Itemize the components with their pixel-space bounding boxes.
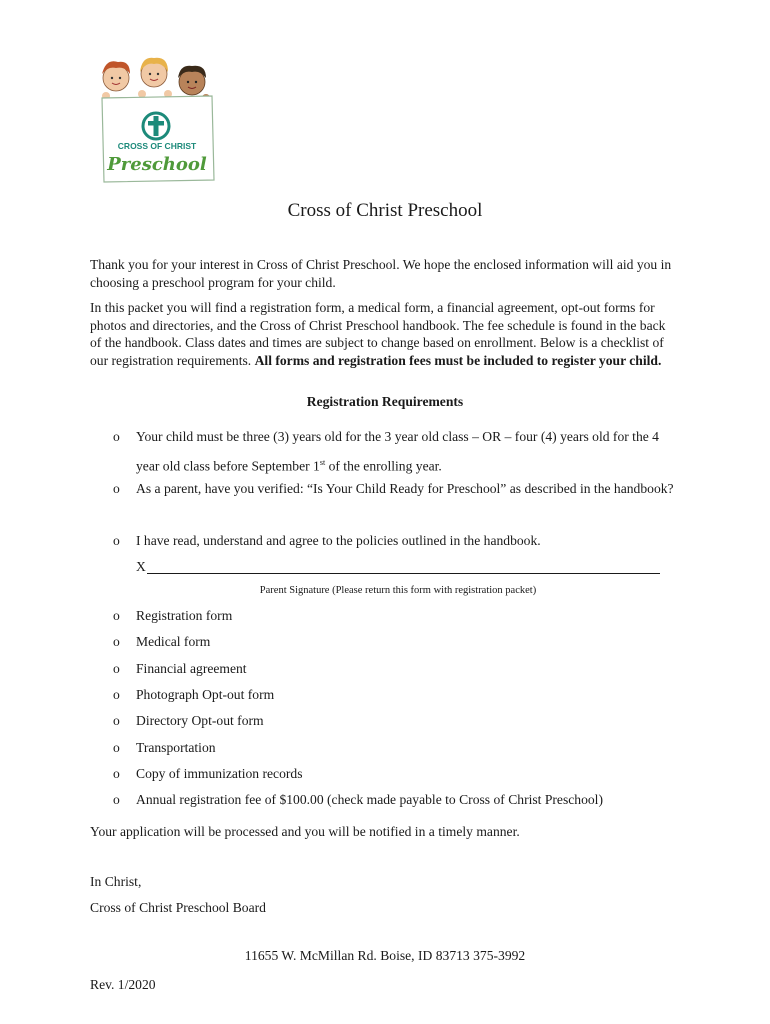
checklist-item[interactable]	[113, 712, 673, 732]
checkbox-bullet-icon: o	[113, 429, 120, 444]
logo-line2: Preschool	[107, 154, 207, 175]
checklist-item-label: Photograph Opt-out form	[136, 686, 275, 702]
requirement-text: I have read, understand and agree to the policies outlined in the handbook.	[136, 533, 541, 548]
requirement-age-sup: st	[319, 458, 326, 467]
checkbox-bullet-icon: o	[113, 481, 120, 496]
intro-paragraph-1: Thank you for your interest in Cross of Christ Preschool. We hope the enclosed information will aid you in choosing a preschool program for your child.	[90, 257, 672, 290]
parent-signature-line[interactable]	[136, 559, 660, 575]
requirement-item-ready	[113, 476, 673, 528]
checkbox-bullet-icon: o	[113, 713, 120, 729]
checklist-item-label: Directory Opt-out form	[136, 713, 264, 729]
checkbox-bullet-icon: o	[113, 634, 120, 650]
checkbox-bullet-icon: o	[113, 533, 120, 548]
checklist-item-label: Transportation	[136, 739, 216, 755]
requirement-item-age	[113, 424, 673, 476]
requirement-text: As a parent, have you verified: “Is Your Child Ready for Preschool” as described in the handbook?	[136, 481, 674, 496]
checkbox-bullet-icon: o	[113, 765, 120, 781]
requirement-text	[136, 424, 681, 480]
signature-caption: Parent Signature (Please return this form with registration packet)	[259, 585, 537, 596]
children-illustration	[102, 58, 210, 102]
requirement-age-text: Your child must be three (3) years old for the 3 year old class – OR – four (4) years old for the 4 year old class before September 1	[136, 429, 659, 474]
checklist-item[interactable]	[113, 607, 673, 627]
checklist-item[interactable]	[113, 633, 673, 653]
intro-paragraph-2-bold: All forms and registration fees must be included to register your child.	[254, 352, 662, 368]
signature-mark: X	[136, 559, 146, 574]
intro-paragraph-2	[90, 299, 680, 369]
signature-rule	[147, 573, 660, 574]
checklist-item[interactable]	[113, 791, 673, 811]
checklist-item[interactable]	[113, 686, 673, 706]
checkbox-bullet-icon: o	[113, 686, 120, 702]
page-title: Cross of Christ Preschool	[287, 200, 483, 221]
logo-line1: CROSS OF CHRIST	[117, 141, 197, 151]
signoff: Cross of Christ Preschool Board	[90, 900, 266, 915]
checkbox-bullet-icon: o	[113, 792, 120, 808]
checklist-item[interactable]	[113, 660, 673, 680]
checklist-item[interactable]	[113, 765, 673, 785]
requirement-age-text-end: of the enrolling year.	[325, 458, 442, 474]
revision-label: Rev. 1/2020	[90, 977, 156, 992]
processing-note: Your application will be processed and you will be notified in a timely manner.	[90, 824, 520, 839]
checklist-item-label: Annual registration fee of $100.00 (check made payable to Cross of Christ Preschool)	[136, 792, 603, 808]
intro-paragraph-2-text: In this packet you will find a registration form, a medical form, a financial agreement, opt-out forms for photos and directories, and the Cross of Christ Preschool handbook. The fee schedule is found in the back of the handbook. Class dates and times are subject to change based on enrollment. Below is a checklist of our registration requirements.	[90, 300, 666, 368]
checklist-item-label: Financial agreement	[136, 660, 247, 676]
checklist-item[interactable]	[113, 739, 673, 759]
requirement-item-policies	[113, 528, 673, 554]
preschool-logo	[92, 52, 222, 184]
salutation: In Christ,	[90, 874, 142, 889]
checkbox-bullet-icon: o	[113, 739, 120, 755]
checklist-item-label: Copy of immunization records	[136, 765, 303, 781]
checkbox-bullet-icon: o	[113, 660, 120, 676]
checklist-item-label: Medical form	[136, 634, 211, 650]
requirements-heading: Registration Requirements	[306, 394, 464, 409]
checklist-item-label: Registration form	[136, 608, 233, 623]
checkbox-bullet-icon: o	[113, 608, 120, 623]
school-address: 11655 W. McMillan Rd. Boise, ID 83713 375-3992	[244, 948, 526, 963]
